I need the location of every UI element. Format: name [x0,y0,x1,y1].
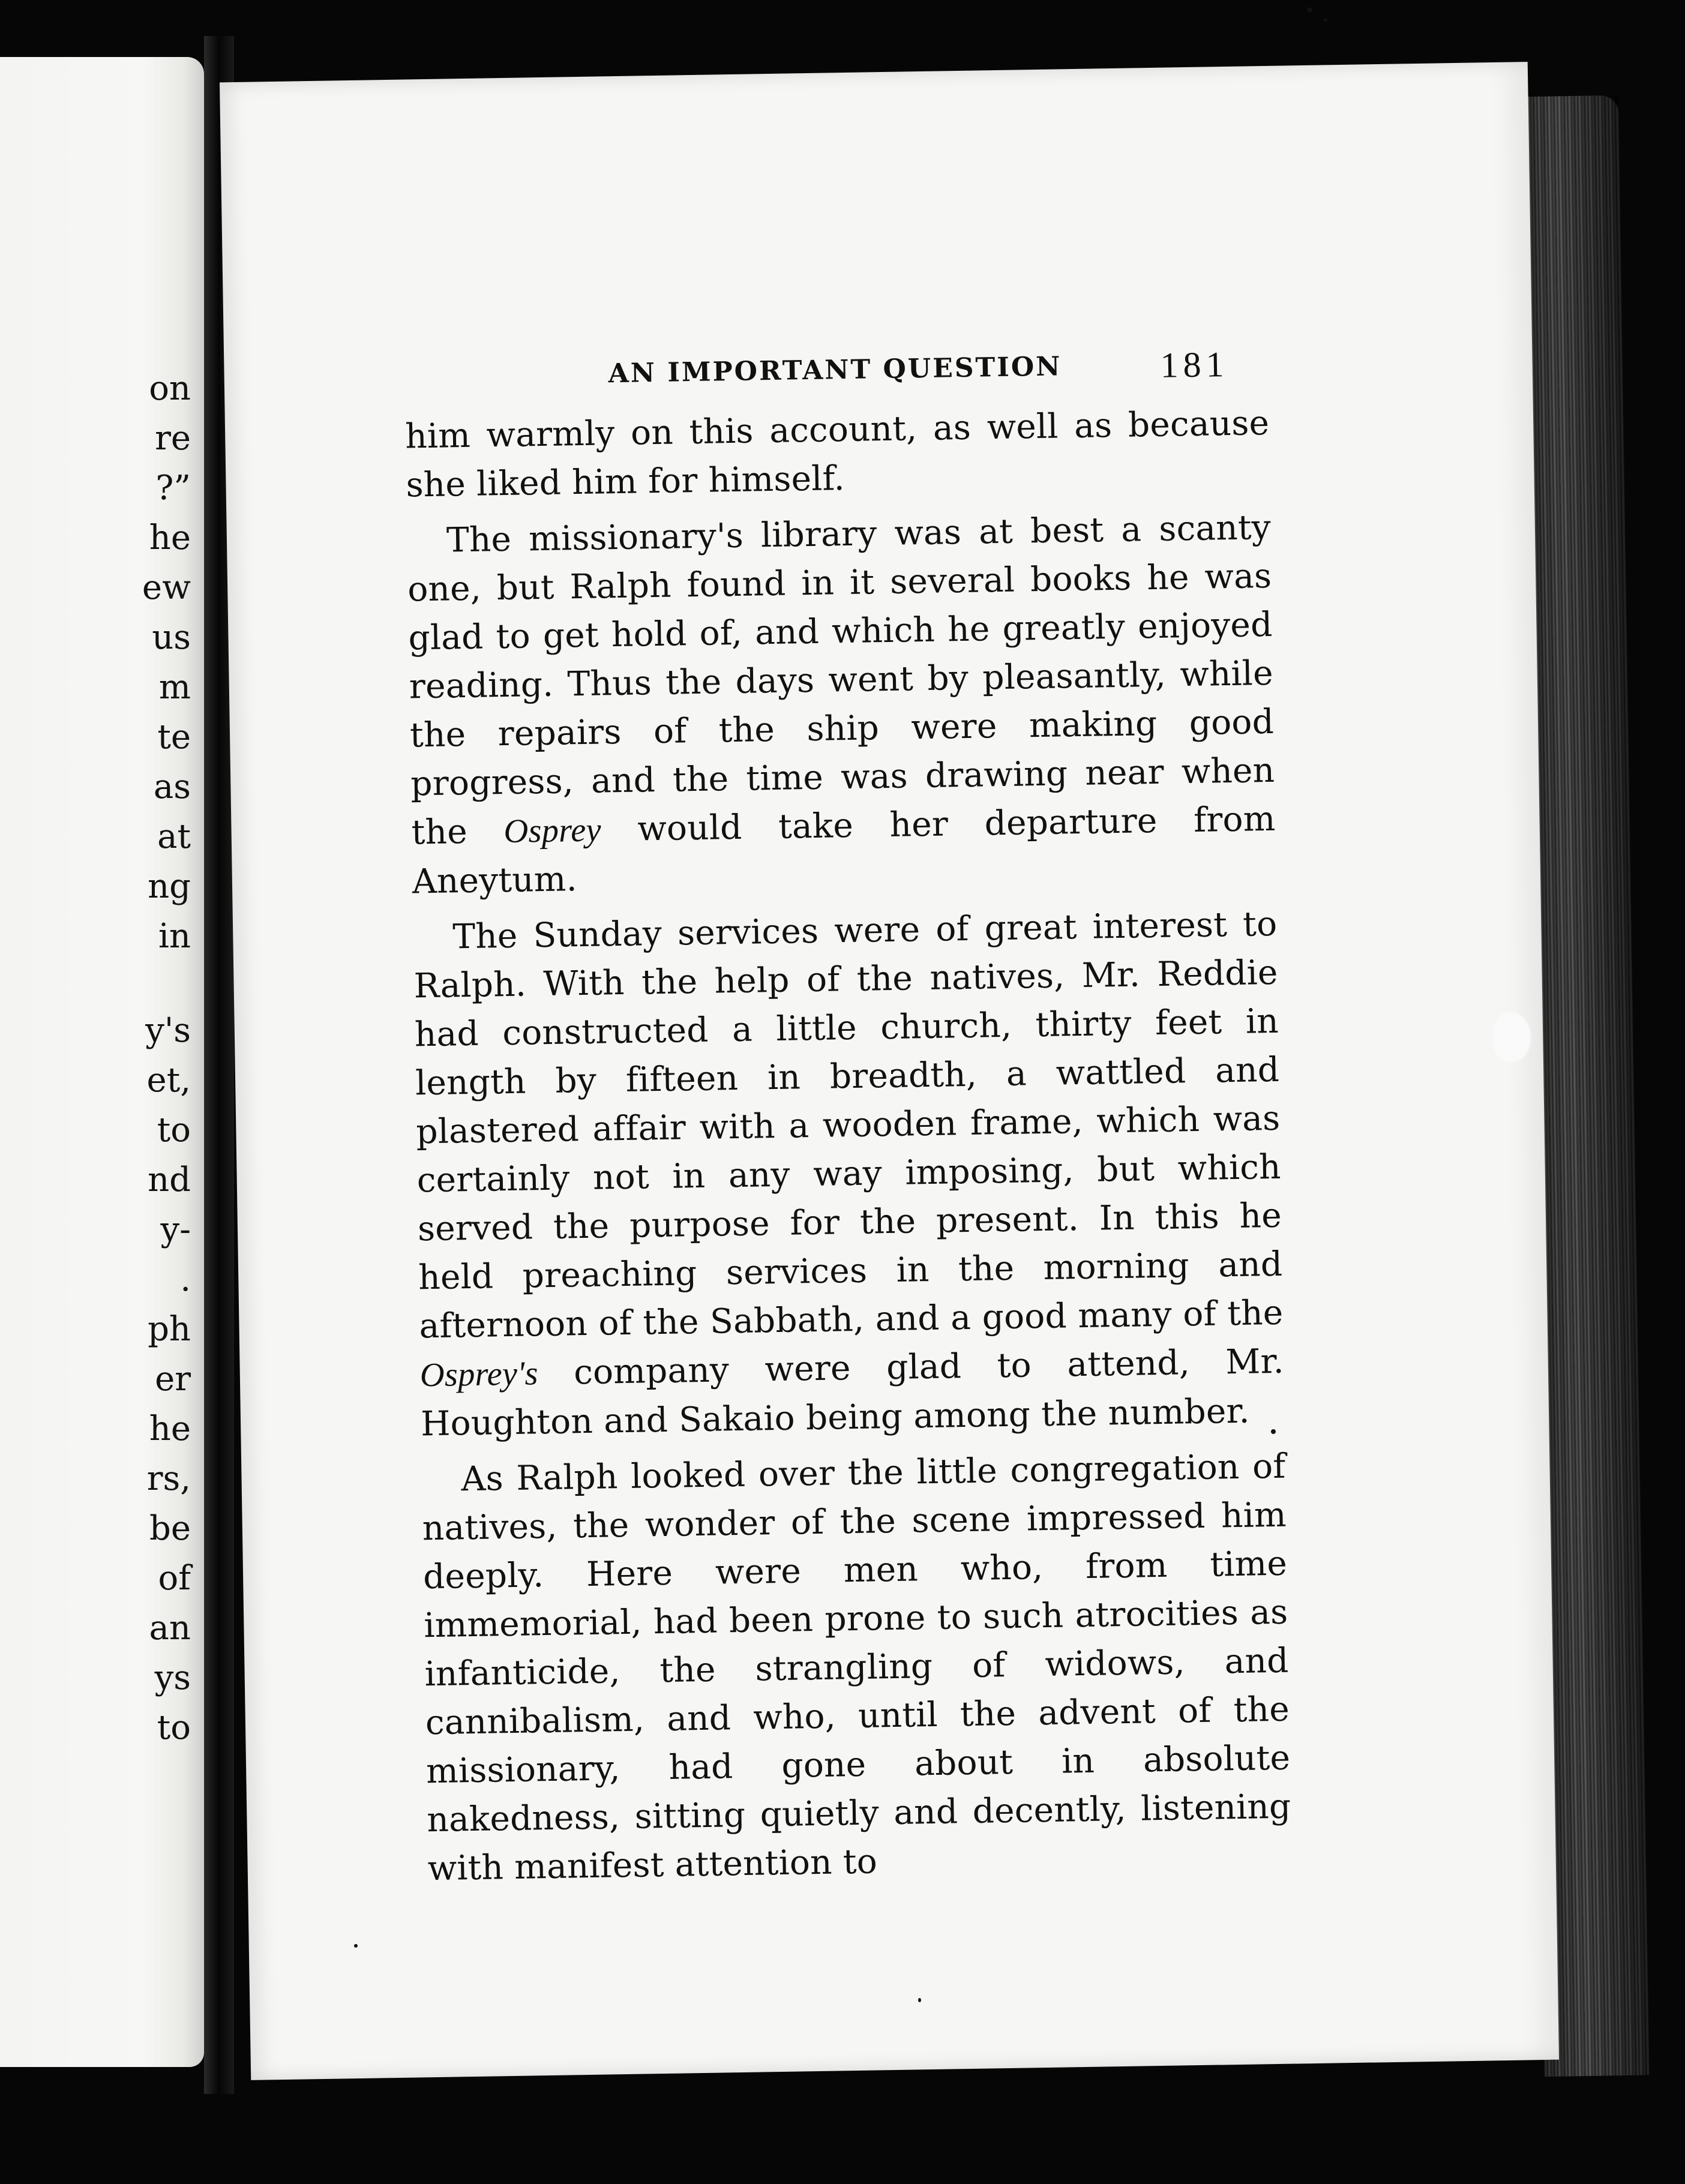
fragment-text: on [149,369,191,408]
fragment-text: he [149,1409,191,1448]
fragment-text: ys [154,1658,191,1697]
page-number: 181 [1160,344,1230,385]
italic-ship-name: Osprey [503,811,602,851]
book-page [220,62,1559,2080]
fragment-text: y's [145,1011,191,1050]
dust-speck [1324,18,1327,22]
fragment-text: to [157,1111,191,1150]
fragment-text: ?” [155,469,191,508]
paragraph [405,399,1270,510]
paragraph-text: would take her departure from Aneytum. [412,799,1276,902]
paragraph-text: As Ralph looked over the little congregation of natives, the wonder of the scene impressed him deeply. Here were men who, from time immemorial, had been prone to such atrocities as infanticide, the strangling of widows, and cannibalism, and who, until the advent of the missionary, had gone about in absolute nakedness, sitting quietly and decently, listening with manifest attention to [422,1447,1291,1889]
dust-speck [1271,1429,1276,1434]
fragment-text: be [149,1509,191,1548]
paragraph-text: The missionary's library was at best a scanty one, but Ralph found in it several books he was glad to get hold of, and which he greatly enjoyed reading. Thus the days went by pleasantly, while the repairs of the ship were making good progress, and the time was drawing near when the [407,508,1275,853]
previous-page-fragment [0,57,204,2067]
italic-ship-name: Osprey's [419,1355,539,1394]
fragment-text: us [152,618,191,657]
paragraph [421,1442,1292,1894]
fragment-text: at [157,817,191,856]
paper-tear [1494,1013,1530,1061]
fragment-text: ew [142,568,191,607]
dust-speck [1307,7,1312,13]
fragment-text: re [155,419,191,458]
paragraph-text: company were glad to attend, Mr. Houghton and Sakaio being among the number. [420,1342,1285,1444]
paragraph [406,503,1276,907]
running-head: AN IMPORTANT QUESTION [608,351,1062,389]
fragment-text: y- [160,1210,191,1249]
fragment-text: te [157,718,191,757]
fragment-text: er [155,1360,191,1399]
fragment-text: of [158,1559,191,1598]
dust-speck [918,1998,921,2002]
fragment-text: et, [146,1061,191,1100]
fragment-text: he [149,518,191,557]
fragment-text: ng [148,867,191,906]
fragment-text: as [153,767,191,806]
paragraph [413,900,1285,1449]
fragment-text: nd [148,1160,191,1199]
fragment-text: to [157,1708,191,1747]
paragraph-text: The Sunday services were of great interest to Ralph. With the help of the natives, Mr. Reddie had constructed a little church, thirty feet in length by fifteen in breadth, a wattled and plastered affair with a wooden frame, which was certainly not in any way imposing, but which served the purpose for the present. In this he held preaching services in the morning and afternoon of the Sabbath, and a good many of the [413,904,1284,1346]
fragment-text: m [158,668,191,707]
fragment-text: in [158,917,191,956]
paragraph-text: him warmly on this account, as well as because she liked him for himself. [404,403,1270,505]
fragment-text: an [149,1609,191,1648]
fragment-text: ph [148,1310,191,1349]
fragment-text: . [180,1260,191,1299]
body-text [405,399,1293,1900]
fragment-text: rs, [146,1459,191,1498]
dust-speck [354,1944,358,1948]
